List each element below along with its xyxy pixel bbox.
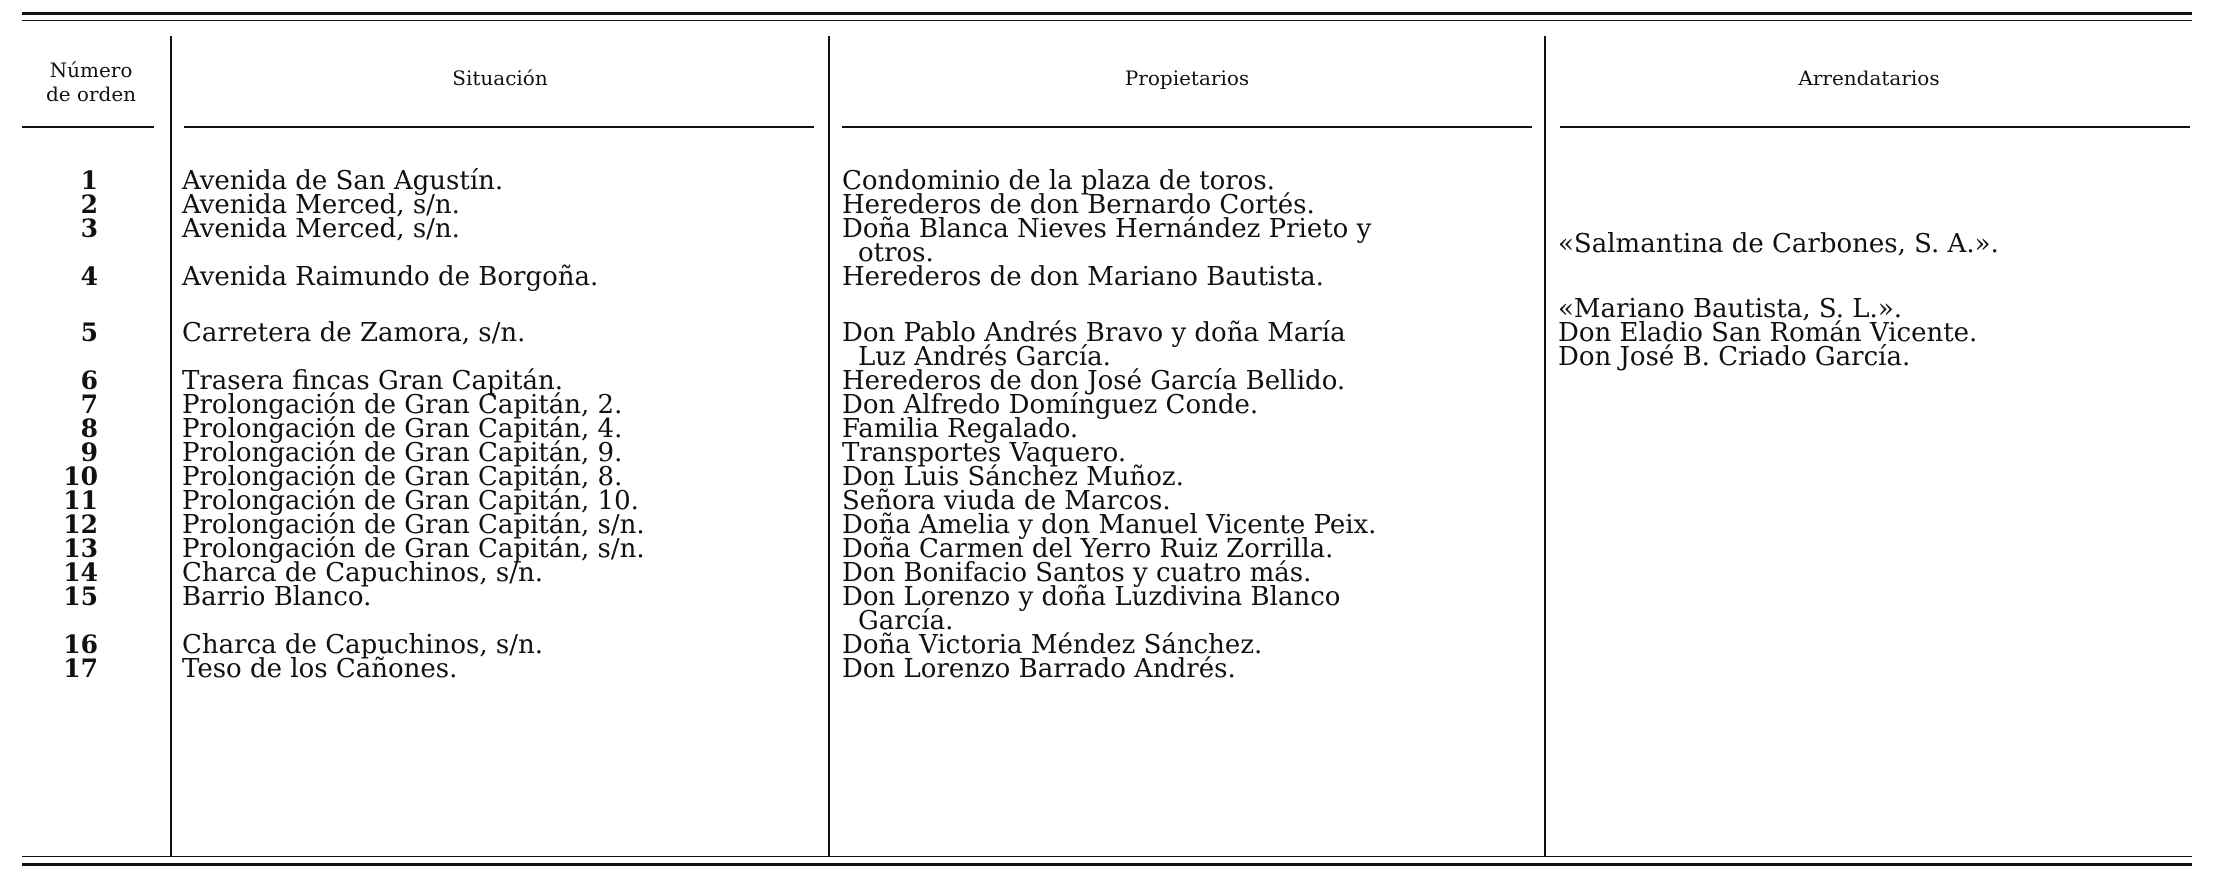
propietario-cell: Don Lorenzo Barrado Andrés.: [842, 654, 1236, 684]
situacion-cell: Barrio Blanco.: [182, 582, 372, 612]
situacion-cell: Prolongación de Gran Capitán, 10.: [182, 486, 639, 516]
header-underline-propietarios: [842, 126, 1532, 128]
row-number: 1: [80, 166, 98, 195]
header-underline-arrendatarios: [1560, 126, 2190, 128]
column-divider-2: [828, 36, 830, 856]
top-rule-thick: [22, 12, 2192, 15]
header-underline-situacion: [184, 126, 814, 128]
propietario-cell: otros.: [858, 238, 934, 268]
propietario-cell: Don Alfredo Domínguez Conde.: [842, 390, 1259, 420]
arrendatario-3: Don Eladio San Román Vicente.: [1558, 318, 1978, 348]
propietario-cell: Luz Andrés García.: [858, 342, 1111, 372]
column-divider-1: [170, 36, 172, 856]
situacion-cell: Prolongación de Gran Capitán, 9.: [182, 438, 623, 468]
header-numero-line1: Número: [49, 58, 133, 82]
propietario-cell: Don Bonifacio Santos y cuatro más.: [842, 558, 1312, 588]
bottom-rule-thin: [22, 856, 2192, 857]
row-number: 10: [63, 462, 98, 491]
row-number: 8: [80, 414, 98, 443]
header-propietarios: Propietarios: [1124, 66, 1250, 90]
propietario-cell: Doña Victoria Méndez Sánchez.: [842, 630, 1263, 660]
row-number: 16: [63, 630, 98, 659]
situacion-cell: Avenida Merced, s/n.: [182, 214, 460, 244]
situacion-cell: Prolongación de Gran Capitán, s/n.: [182, 510, 645, 540]
propietario-cell: Herederos de don Bernardo Cortés.: [842, 190, 1315, 220]
row-number: 5: [80, 318, 98, 347]
row-number: 12: [63, 510, 98, 539]
situacion-cell: Prolongación de Gran Capitán, 2.: [182, 390, 623, 420]
situacion-cell: Avenida Merced, s/n.: [182, 190, 460, 220]
propietario-cell: Don Lorenzo y doña Luzdivina Blanco: [842, 582, 1341, 612]
top-rule-thin: [22, 20, 2192, 21]
situacion-cell: Prolongación de Gran Capitán, 8.: [182, 462, 623, 492]
propietario-cell: Señora viuda de Marcos.: [842, 486, 1171, 516]
propietario-cell: Transportes Vaquero.: [842, 438, 1127, 468]
situacion-cell: Avenida de San Agustín.: [182, 166, 504, 196]
row-number: 15: [63, 582, 98, 611]
propietario-cell: Doña Carmen del Yerro Ruiz Zorrilla.: [842, 534, 1334, 564]
row-number: 9: [80, 438, 98, 467]
situacion-cell: Carretera de Zamora, s/n.: [182, 318, 526, 348]
column-divider-3: [1544, 36, 1546, 856]
propietario-cell: García.: [858, 606, 954, 636]
header-situacion: Situación: [452, 66, 548, 90]
bottom-rule-thick: [22, 863, 2192, 866]
row-number: 11: [63, 486, 98, 515]
propietario-cell: Herederos de don Mariano Bautista.: [842, 262, 1324, 292]
propietario-cell: Doña Amelia y don Manuel Vicente Peix.: [842, 510, 1377, 540]
row-number: 2: [80, 190, 98, 219]
arrendatario-4: Don José B. Criado García.: [1558, 342, 1911, 372]
situacion-cell: Avenida Raimundo de Borgoña.: [182, 262, 599, 292]
situacion-cell: Teso de los Cañones.: [182, 654, 458, 684]
header-numero: [26, 58, 156, 106]
situacion-cell: Prolongación de Gran Capitán, 4.: [182, 414, 623, 444]
header-numero-line2: de orden: [45, 82, 137, 106]
situacion-cell: Charca de Capuchinos, s/n.: [182, 558, 543, 588]
row-number: 14: [63, 558, 98, 587]
row-number: 17: [63, 654, 98, 683]
propietario-cell: Familia Regalado.: [842, 414, 1079, 444]
header-underline-numero: [22, 126, 154, 128]
row-number: 4: [80, 262, 98, 291]
arrendatario-2: «Mariano Bautista, S. L.».: [1558, 294, 1902, 324]
row-number: 3: [80, 214, 98, 243]
situacion-cell: Charca de Capuchinos, s/n.: [182, 630, 543, 660]
situacion-cell: Prolongación de Gran Capitán, s/n.: [182, 534, 645, 564]
situacion-cell: Trasera fincas Gran Capitán.: [182, 366, 563, 396]
propietario-cell: Don Luis Sánchez Muñoz.: [842, 462, 1184, 492]
propietario-cell: Doña Blanca Nieves Hernández Prieto y: [842, 214, 1372, 244]
row-number: 6: [80, 366, 98, 395]
row-number: 13: [63, 534, 98, 563]
header-arrendatarios: Arrendatarios: [1798, 66, 1940, 90]
propietario-cell: Condominio de la plaza de toros.: [842, 166, 1275, 196]
propietario-cell: Herederos de don José García Bellido.: [842, 366, 1346, 396]
propietario-cell: Don Pablo Andrés Bravo y doña María: [842, 318, 1346, 348]
row-number: 7: [80, 390, 98, 419]
arrendatario-1: «Salmantina de Carbones, S. A.».: [1558, 229, 1999, 259]
